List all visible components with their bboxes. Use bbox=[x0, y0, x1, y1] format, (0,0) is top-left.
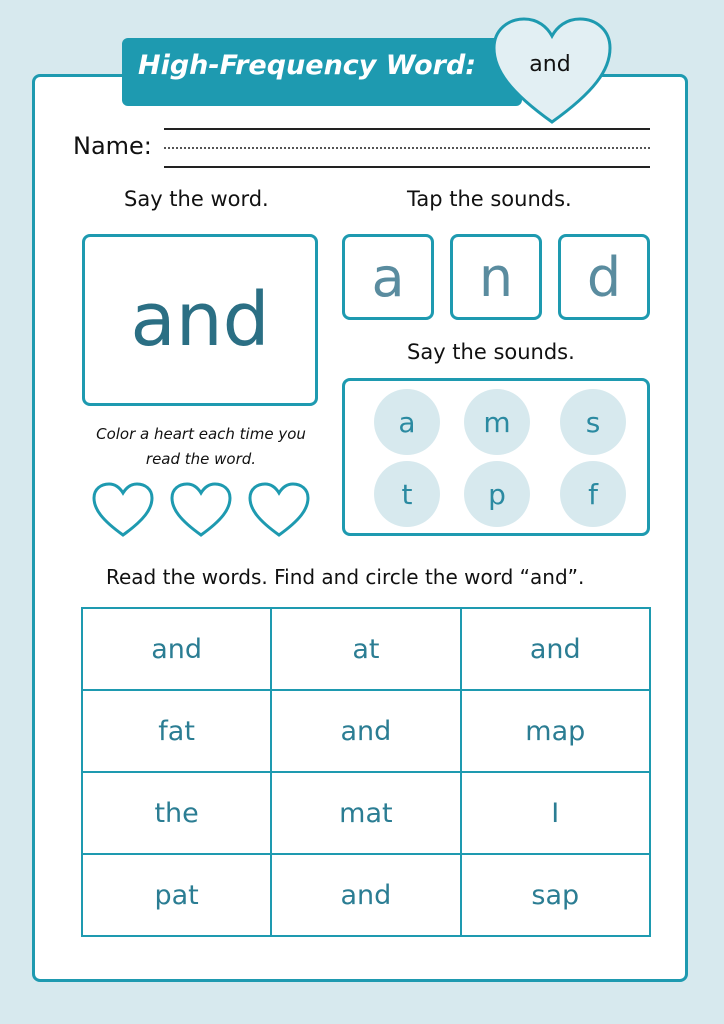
color-hearts-line1: Color a heart each time you bbox=[96, 425, 306, 443]
word-cell[interactable]: the bbox=[82, 772, 271, 854]
word-cell[interactable]: mat bbox=[271, 772, 460, 854]
word-cell[interactable]: I bbox=[461, 772, 650, 854]
color-hearts-instruction bbox=[70, 422, 332, 472]
tap-sounds-heading: Tap the sounds. bbox=[407, 187, 572, 211]
letter-box-3[interactable] bbox=[558, 234, 650, 320]
title-heart-word: and bbox=[529, 52, 571, 77]
table-row bbox=[82, 772, 650, 854]
letter: d bbox=[586, 245, 622, 309]
name-label: Name: bbox=[73, 132, 152, 160]
word-cell[interactable]: and bbox=[271, 690, 460, 772]
name-line-top[interactable] bbox=[164, 128, 650, 130]
name-line-bottom bbox=[164, 166, 650, 168]
word-cell[interactable]: at bbox=[271, 608, 460, 690]
sound-circle-a[interactable]: a bbox=[374, 389, 440, 455]
find-words-instruction: Read the words. Find and circle the word “and”. bbox=[106, 565, 585, 589]
page-title: High-Frequency Word: bbox=[138, 50, 477, 81]
table-row bbox=[82, 854, 650, 936]
letter-box-1[interactable] bbox=[342, 234, 434, 320]
say-sounds-heading: Say the sounds. bbox=[407, 340, 575, 364]
letter: n bbox=[478, 245, 514, 309]
sound-circle-t[interactable]: t bbox=[374, 461, 440, 527]
table-row bbox=[82, 690, 650, 772]
letter: a bbox=[371, 245, 405, 309]
word-box bbox=[82, 234, 318, 406]
word-cell[interactable]: and bbox=[271, 854, 460, 936]
word-cell[interactable]: and bbox=[82, 608, 271, 690]
word-grid bbox=[81, 607, 651, 937]
sound-circle-p[interactable]: p bbox=[464, 461, 530, 527]
word-cell[interactable]: fat bbox=[82, 690, 271, 772]
letter-box-2[interactable] bbox=[450, 234, 542, 320]
heart-icon[interactable] bbox=[92, 482, 154, 538]
name-line-dotted bbox=[164, 147, 650, 149]
color-hearts-line2: read the word. bbox=[145, 450, 257, 468]
heart-icon[interactable] bbox=[248, 482, 310, 538]
sound-circle-m[interactable]: m bbox=[464, 389, 530, 455]
word-cell[interactable]: map bbox=[461, 690, 650, 772]
say-word-heading: Say the word. bbox=[124, 187, 269, 211]
heart-icon[interactable] bbox=[170, 482, 232, 538]
big-word: and bbox=[130, 277, 270, 363]
table-row bbox=[82, 608, 650, 690]
word-cell[interactable]: pat bbox=[82, 854, 271, 936]
sound-circle-s[interactable]: s bbox=[560, 389, 626, 455]
sound-circle-f[interactable]: f bbox=[560, 461, 626, 527]
word-cell[interactable]: sap bbox=[461, 854, 650, 936]
word-cell[interactable]: and bbox=[461, 608, 650, 690]
sounds-box bbox=[342, 378, 650, 536]
